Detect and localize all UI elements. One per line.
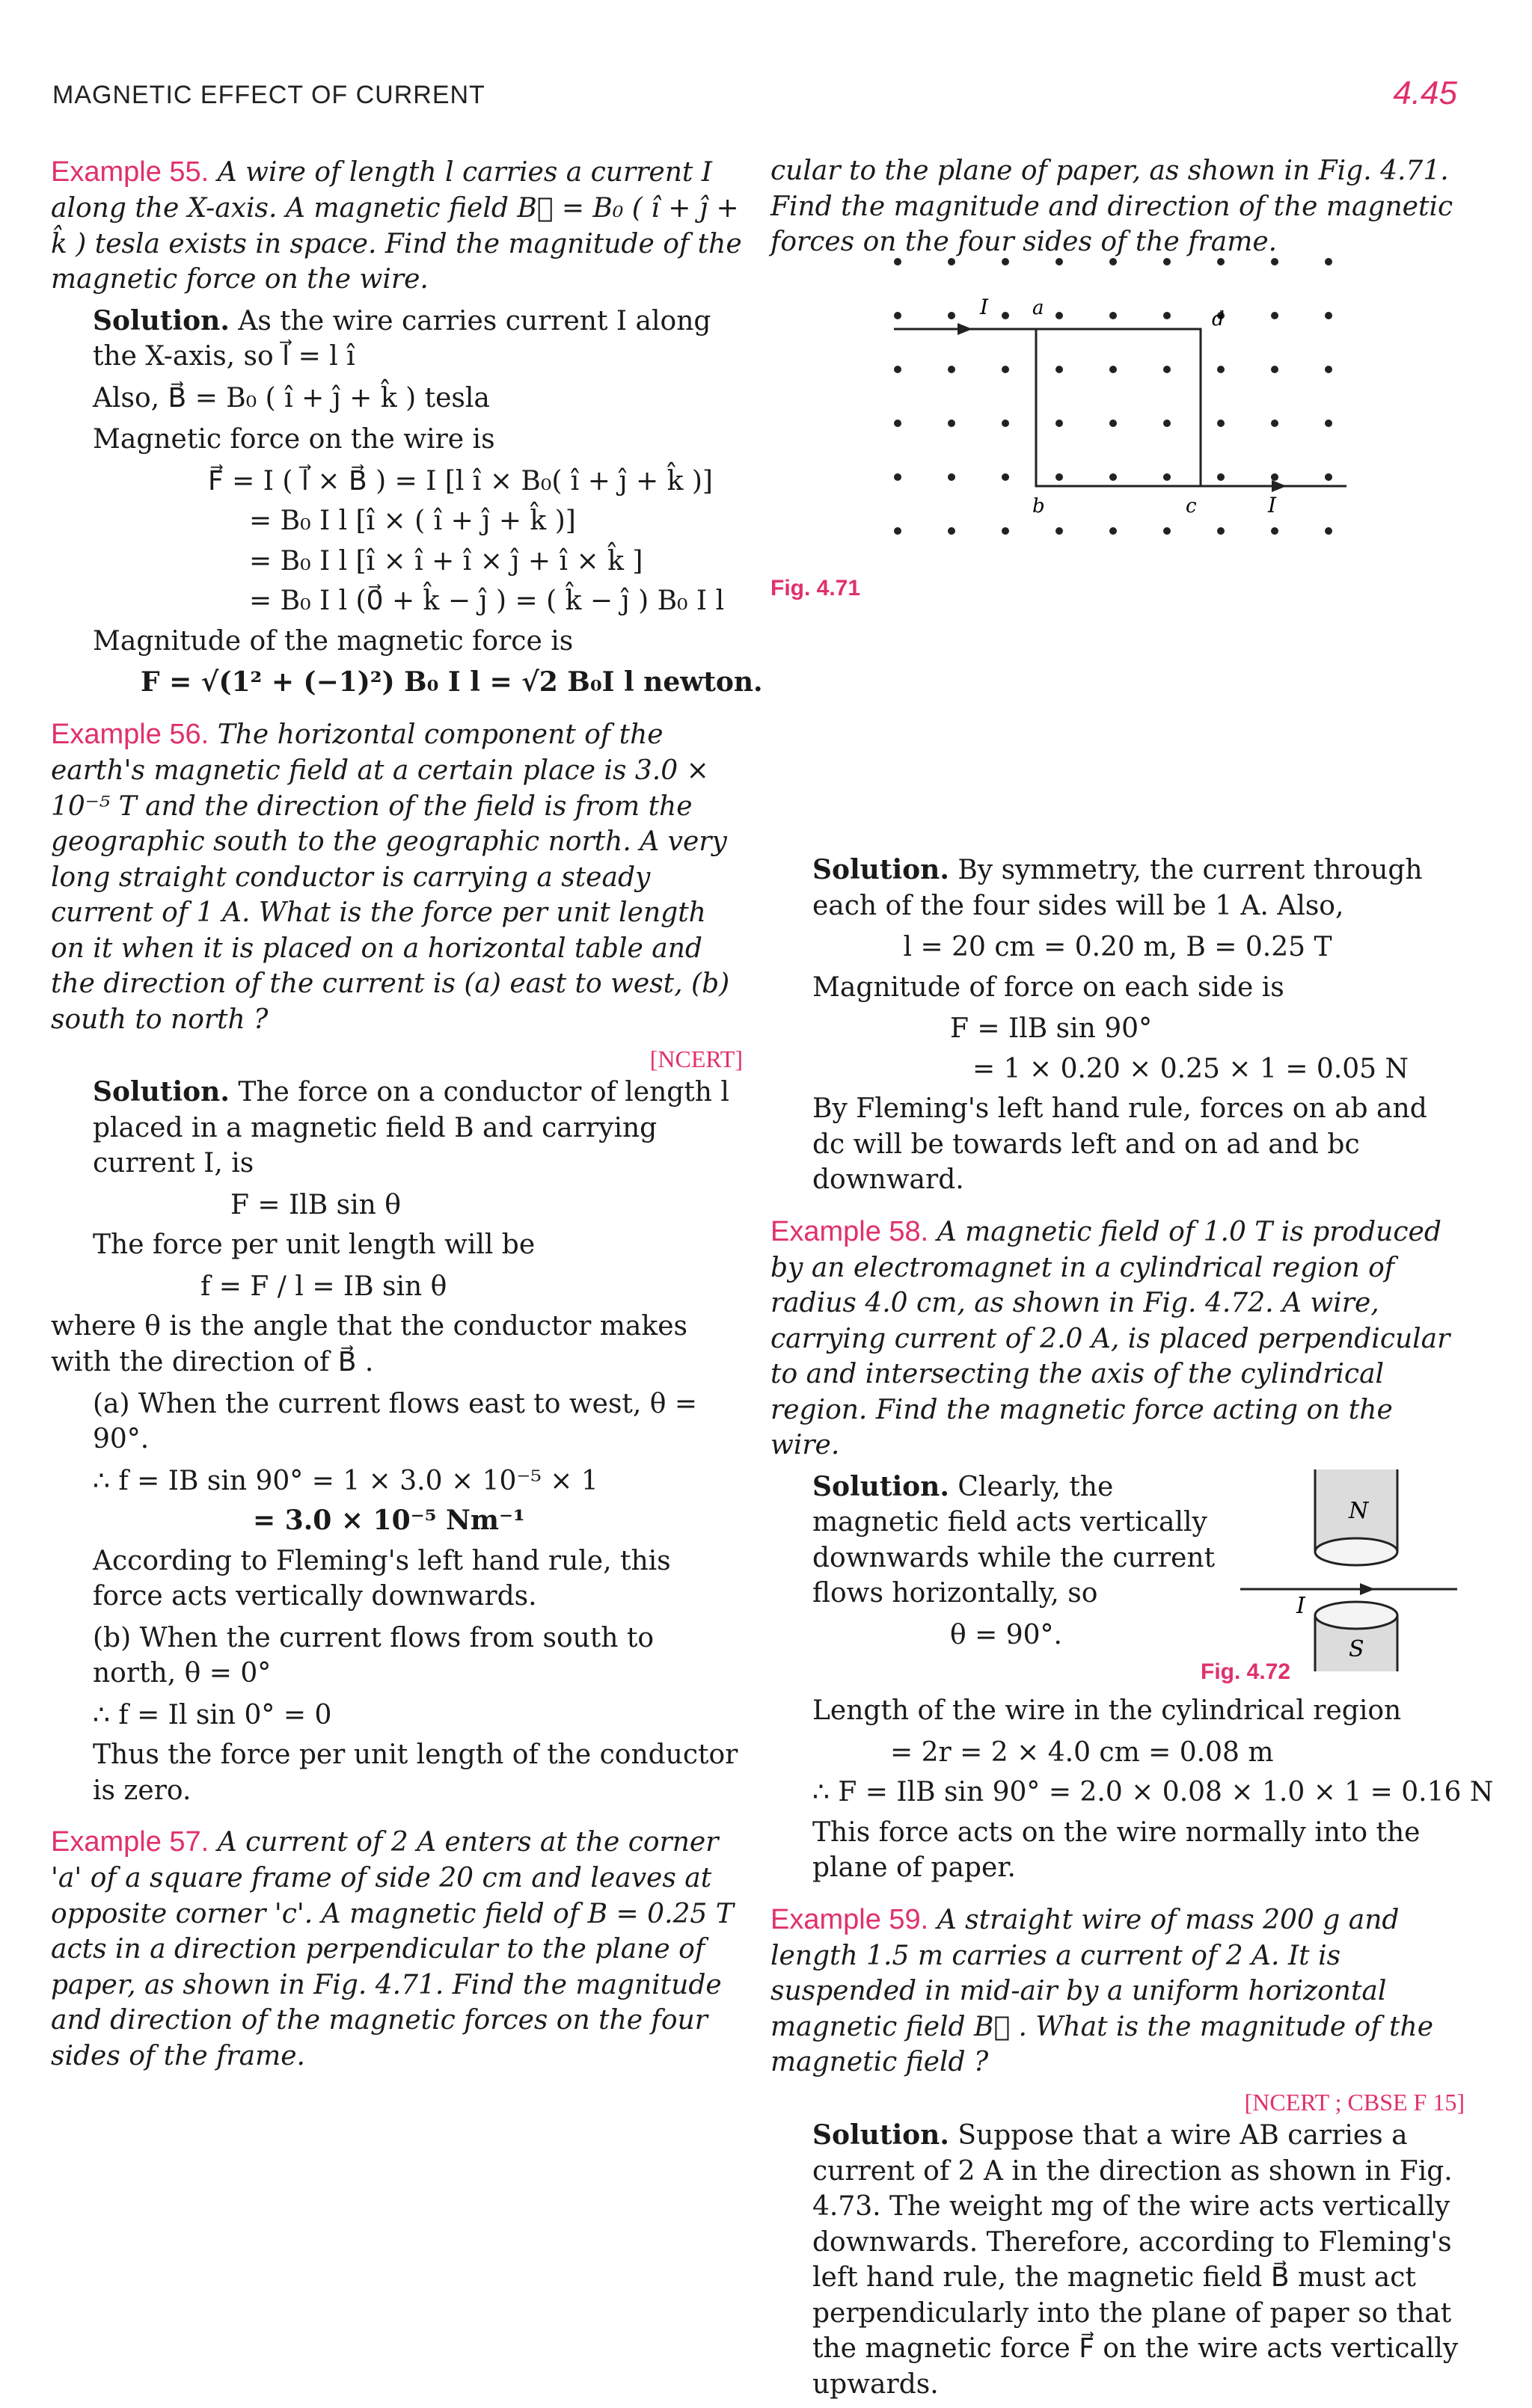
magnetic-field-dots — [894, 258, 1332, 535]
example-55-mag-eq: F = √(1² + (−1)²) B₀ I l = √2 B₀I l newton. — [141, 666, 763, 698]
running-header: MAGNETIC EFFECT OF CURRENT — [52, 81, 485, 109]
example-57-continued: cular to the plane of paper, as shown in Fig. 4.71. Find the magnitude and direction of the magnetic forces on the four sides of the frame. — [770, 156, 1453, 258]
example-56-a-direction: According to Fleming's left hand rule, this force acts vertically downwards. — [93, 1545, 671, 1612]
label-b: b — [1032, 495, 1045, 517]
square-frame — [1036, 329, 1201, 486]
field-dot — [1217, 420, 1225, 427]
example-55-eq2: = B₀ I l [î × ( î + ĵ + k̂ )] — [249, 506, 576, 537]
example-56-eq-f: F = IlB sin θ — [230, 1189, 401, 1220]
example-56-conclusion: Thus the force per unit length of the conductor is zero. — [93, 1739, 738, 1806]
example-58-length-intro: Length of the wire in the cylindrical region — [812, 1695, 1402, 1727]
label-d: d — [1212, 308, 1225, 331]
field-dot — [1002, 527, 1009, 535]
field-dot — [1325, 527, 1332, 535]
field-dot — [1055, 527, 1063, 535]
example-58-question: Example 58. A magnetic field of 1.0 T is produced by an electromagnet in a cylindrical region of radius 4.0 cm, as shown in Fig. 4.72. A wire, carrying current of 2.0 A, is placed perpendicular to and intersecting the axis of the cylindrical region. Find the magnetic force acting on the wire. — [770, 1215, 1450, 1461]
example-55-eq3: = B₀ I l [î × î + î × ĵ + î × k̂ ] — [249, 545, 643, 577]
field-dot — [1271, 420, 1278, 427]
field-dot — [1325, 312, 1332, 319]
example-56-tag: [NCERT] — [649, 1045, 743, 1073]
field-dot — [1163, 527, 1171, 535]
current-out-arrow-icon — [1272, 480, 1287, 492]
label-a: a — [1032, 297, 1044, 319]
field-dot — [1055, 258, 1063, 265]
example-56-part-b: (b) When the current flows from south to north, θ = 0° — [93, 1622, 655, 1689]
field-dot — [1325, 258, 1332, 265]
example-58-conclusion: This force acts on the wire normally into the plane of paper. — [812, 1816, 1421, 1884]
field-dot — [1055, 473, 1063, 481]
label-c: c — [1186, 495, 1197, 517]
field-dot — [894, 258, 901, 265]
field-dot — [1271, 527, 1278, 535]
north-pole-face — [1315, 1538, 1397, 1565]
current-label: I — [1296, 1592, 1305, 1619]
example-56-per-unit: The force per unit length will be — [93, 1229, 536, 1261]
example-57-eq2: = 1 × 0.20 × 0.25 × 1 = 0.05 N — [972, 1053, 1409, 1084]
figure-4-72-caption: Fig. 4.72 — [1201, 1659, 1291, 1685]
field-dot — [1109, 420, 1117, 427]
field-dot — [1055, 366, 1063, 373]
example-56-part-a: (a) When the current flows east to west, θ = 90°. — [93, 1388, 698, 1455]
field-dot — [1325, 366, 1332, 373]
example-57-given: l = 20 cm = 0.20 m, B = 0.25 T — [903, 932, 1332, 963]
field-dot — [1271, 366, 1278, 373]
example-57-eq1: F = IlB sin 90° — [950, 1013, 1153, 1045]
field-dot — [1217, 258, 1225, 265]
field-dot — [948, 366, 955, 373]
field-dot — [1271, 312, 1278, 319]
field-dot — [948, 258, 955, 265]
label-I-in: I — [980, 295, 989, 319]
field-dot — [1217, 473, 1225, 481]
example-59-solution: Solution. Suppose that a wire AB carries a current of 2 A in the direction as shown in Fig. 4.73. The weight mg of the wire acts vertically downwards. Therefore, according to Fleming's left hand rule, the magnetic field B⃗ must act perpendicularly into the plane of paper so that the magnetic force F⃗ on the wire acts vertically upwards. — [812, 2119, 1459, 2400]
field-dot — [948, 420, 955, 427]
left-column — [51, 153, 763, 2080]
example-58-solution: Solution. Clearly, the magnetic field acts vertically downwards while the current flows horizontally, so — [812, 1470, 1216, 1609]
example-56-label: Example 56. — [51, 718, 209, 750]
field-dot — [948, 473, 955, 481]
field-dot — [1271, 258, 1278, 265]
field-dot — [1217, 366, 1225, 373]
current-arrow-icon — [1360, 1583, 1375, 1595]
field-dot — [948, 527, 955, 535]
example-55-solution: Solution. As the wire carries current I along the X-axis, so l⃗ = l î — [93, 304, 711, 372]
field-dot — [1109, 527, 1117, 535]
example-56-question: Example 56. The horizontal component of the earth's magnetic field at a certain place is 3.0 × 10⁻⁵ T and the direction of the field is from the geographic south to the geographic north. A very long straight conductor is carrying a steady current of 1 A. What is the force per unit length on it when it is placed on a horizontal table and the direction of the current is (a) east to west, (b) south to north ? — [51, 718, 730, 1035]
field-dot — [1055, 312, 1063, 319]
field-dot — [1325, 420, 1332, 427]
example-55-mag-intro: Magnitude of the magnetic force is — [93, 625, 574, 657]
figure-4-72 — [1240, 1469, 1465, 1671]
example-58-label: Example 58. — [770, 1215, 929, 1247]
example-56-b-eq: ∴ f = Il sin 0° = 0 — [93, 1699, 332, 1730]
example-56-where: where θ is the angle that the conductor makes with the direction of B⃗ . — [51, 1311, 687, 1377]
field-dot — [1002, 312, 1009, 319]
example-59-tag: [NCERT ; CBSE F 15] — [1244, 2088, 1465, 2116]
current-in-arrow-icon — [958, 323, 972, 335]
field-dot — [1002, 420, 1009, 427]
example-59-question: Example 59. A straight wire of mass 200 g and length 1.5 m carries a current of 2 A. It is suspended in mid-air by a uniform horizontal magnetic field B⃗ . What is the magnitude of the magnetic field ? — [770, 1903, 1434, 2078]
label-I-out: I — [1268, 493, 1277, 517]
example-58-length-eq: = 2r = 2 × 4.0 cm = 0.08 m — [890, 1736, 1274, 1768]
field-dot — [1002, 366, 1009, 373]
figure-4-71-caption: Fig. 4.71 — [770, 576, 861, 601]
field-dot — [894, 420, 901, 427]
north-label: N — [1349, 1497, 1369, 1524]
south-pole-face — [1315, 1602, 1397, 1629]
example-56-eq-fl: f = F / l = IB sin θ — [200, 1271, 447, 1302]
example-58-solution-block — [770, 1469, 1465, 1662]
example-55-label: Example 55. — [51, 156, 209, 188]
field-dot — [1163, 312, 1171, 319]
example-59-label: Example 59. — [770, 1903, 929, 1935]
example-57-conclusion: By Fleming's left hand rule, forces on ab and dc will be towards left and on ad and bc downward. — [812, 1093, 1427, 1196]
example-55-force-intro: Magnetic force on the wire is — [93, 424, 495, 455]
example-55-eq1: F⃗ = I ( l⃗ × B⃗ ) = I [l î × B₀( î + ĵ + k̂ )] — [208, 465, 713, 497]
field-dot — [1163, 420, 1171, 427]
example-57-question: Example 57. A current of 2 A enters at the corner 'a' of a square frame of side 20 cm and leaves at opposite corner 'c'. A magnetic field of B = 0.25 T acts in a direction perpendicular to the plane of paper, as shown in Fig. 4.71. Find the magnitude and direction of the magnetic forces on the four sides of the frame. — [51, 1826, 734, 2071]
example-58-theta: θ = 90°. — [950, 1619, 1062, 1650]
field-dot — [1217, 527, 1225, 535]
field-dot — [1163, 366, 1171, 373]
field-dot — [1163, 473, 1171, 481]
example-57-solution: Solution. By symmetry, the current through each of the four sides will be 1 A. Also, — [812, 854, 1423, 921]
south-label: S — [1349, 1635, 1364, 1662]
example-55-also: Also, B⃗ = B₀ ( î + ĵ + k̂ ) tesla — [93, 382, 490, 414]
field-dot — [894, 312, 901, 319]
field-dot — [1002, 258, 1009, 265]
field-dot — [894, 366, 901, 373]
example-57-label: Example 57. — [51, 1826, 209, 1858]
example-56-a-eq1: ∴ f = IB sin 90° = 1 × 3.0 × 10⁻⁵ × 1 — [93, 1465, 598, 1496]
field-dot — [1109, 366, 1117, 373]
field-dot — [1163, 258, 1171, 265]
right-column-top — [770, 153, 1465, 260]
example-55-question: Example 55. A wire of length l carries a current I along the X-axis. A magnetic field B⃗ = B₀ ( î + ĵ + k̂ ) tesla exists in space. Find the magnitude of the magnetic force on the wire. — [51, 156, 742, 295]
field-dot — [1109, 312, 1117, 319]
field-dot — [1325, 473, 1332, 481]
field-dot — [1055, 420, 1063, 427]
field-dot — [1109, 473, 1117, 481]
page-number: 4.45 — [1393, 75, 1457, 111]
field-dot — [1002, 473, 1009, 481]
example-57-mag-intro: Magnitude of force on each side is — [812, 971, 1284, 1003]
example-58-force-eq: ∴ F = IlB sin 90° = 2.0 × 0.08 × 1.0 × 1 = 0.16 N — [812, 1777, 1494, 1808]
example-55-eq4: = B₀ I l (0⃗ + k̂ − ĵ ) = ( k̂ − ĵ ) B₀ I l — [249, 586, 725, 617]
field-dot — [1271, 473, 1278, 481]
field-dot — [948, 312, 955, 319]
right-column — [770, 853, 1494, 2408]
field-dot — [1109, 258, 1117, 265]
example-56-a-eq2: = 3.0 × 10⁻⁵ Nm⁻¹ — [253, 1505, 525, 1537]
example-56-solution: Solution. The force on a conductor of length l placed in a magnetic field B and carrying current I, is — [93, 1076, 729, 1179]
field-dot — [894, 473, 901, 481]
figure-4-71 — [883, 247, 1361, 553]
field-dot — [894, 527, 901, 535]
